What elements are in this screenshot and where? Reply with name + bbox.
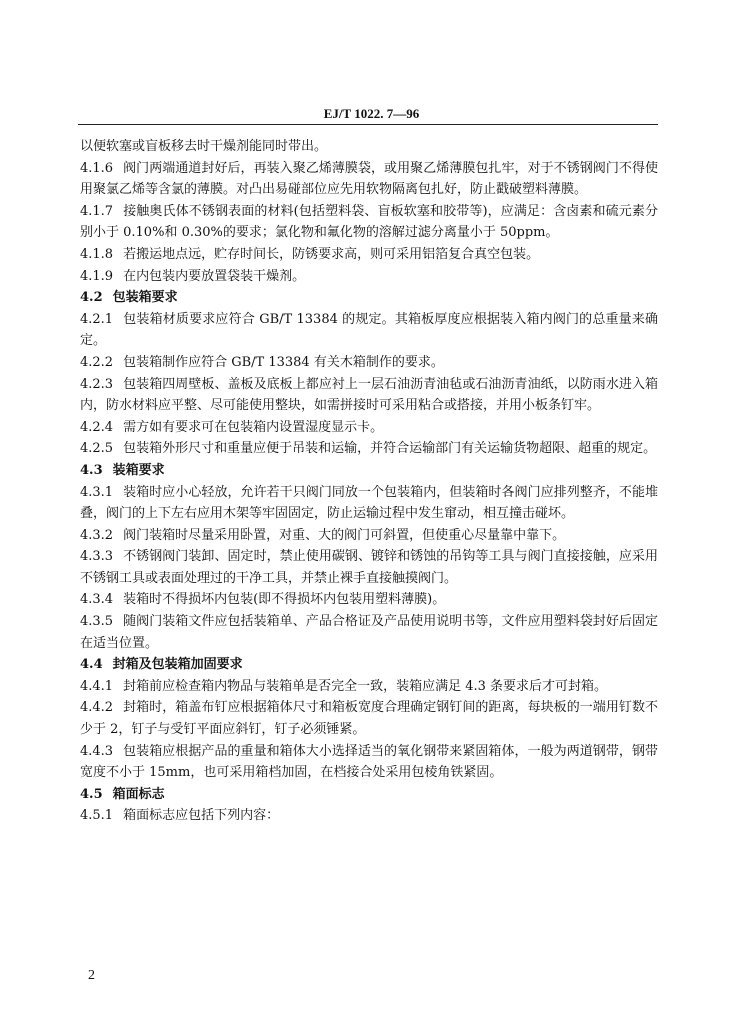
clause-text: 随阀门装箱文件应包括装箱单、产品合格证及产品使用说明书等，文件应用塑料袋封好后固定在适当位置。 [80,614,658,651]
clause-number: 4.1.6 [80,160,114,176]
document-body [80,136,658,827]
clause-text: 封箱时，箱盖布钉应根据箱体尺寸和箱板宽度合理确定钢钉间的距离，每块板的一端用钉数不少于 2，钉子与受钉平面应斜钉，钉子必须锤紧。 [80,700,658,738]
clause-paragraph [80,438,658,460]
clause-paragraph [80,158,658,201]
clause-number: 4.3.5 [80,614,114,630]
clause-paragraph [80,589,658,611]
clause-text: 阀门装箱时尽量采用卧置，对重、大的阀门可斜置，但使重心尽量靠中靠下。 [123,527,566,543]
clause-text: 以便软塞或盲板移去时干燥剂能同时带出。 [80,139,328,154]
clause-paragraph [80,374,658,417]
clause-text: 装箱要求 [112,462,165,478]
clause-text: 箱面标志应包括下列内容： [123,808,280,824]
clause-number: 4.4.3 [80,743,114,759]
clause-number: 4.5 [80,786,103,802]
clause-text: 包装箱四周壁板、盖板及底板上都应衬上一层石油沥青油毡或石油沥青油纸，以防雨水进入箱内，防水材料应平整、尽可能使用整块，如需拼接时可采用粘合或搭接，并用小板条钉牢。 [80,376,658,414]
clause-number: 4.2.4 [80,419,114,435]
clause-paragraph [80,525,658,547]
clause-number: 4.4.2 [80,700,114,716]
clause-paragraph [80,244,658,266]
clause-paragraph [80,417,658,439]
section-heading [80,460,658,482]
clause-text: 装箱时应小心轻放，允许若干只阀门同放一个包装箱内，但装箱时各阀门应排列整齐，不能堆叠，阀门的上下左右应用木架等牢固固定，防止运输过程中发生窜动，相互撞击碰坏。 [80,484,658,522]
clause-paragraph [80,741,658,784]
clause-text: 在内包装内要放置袋装干燥剂。 [123,268,306,284]
document-code-header: EJ/T 1022. 7—96 [323,106,420,121]
clause-number: 4.2.5 [80,441,114,457]
clause-number: 4.3.3 [80,549,114,565]
clause-text: 包装箱制作应符合 GB/T 13384 有关木箱制作的要求。 [123,354,444,370]
clause-paragraph [80,309,658,352]
clause-number: 4.1.8 [80,246,114,262]
section-heading [80,654,658,676]
clause-paragraph [80,136,658,158]
clause-number: 4.3.1 [80,484,114,500]
clause-text: 装箱时不得损坏内包装(即不得损坏内包装用塑料薄膜)。 [123,592,446,608]
clause-paragraph [80,201,658,244]
clause-paragraph [80,697,658,740]
clause-number: 4.2 [80,290,103,306]
clause-number: 4.1.7 [80,203,114,219]
section-heading [80,784,658,806]
clause-paragraph [80,546,658,589]
header-rule [78,124,658,125]
clause-number: 4.2.3 [80,376,114,392]
clause-text: 包装箱要求 [112,290,178,306]
clause-paragraph [80,676,658,698]
clause-number: 4.3.2 [80,527,114,543]
clause-text: 阀门两端通道封好后，再装入聚乙烯薄膜袋，或用聚乙烯薄膜包扎牢，对于不锈钢阀门不得使用聚氯乙烯等含氯的薄膜。对凸出易碰部位应先用软物隔离包扎好，防止戳破塑料薄膜。 [80,160,658,198]
clause-number: 4.3.4 [80,592,114,608]
clause-number: 4.4.1 [80,678,114,694]
clause-text: 若搬运地点远，贮存时间长，防锈要求高，则可采用铝箔复合真空包装。 [123,246,540,262]
clause-text: 封箱及包装箱加固要求 [112,657,243,673]
clause-number: 4.4 [80,657,103,673]
clause-number: 4.2.2 [80,354,114,370]
clause-text: 封箱前应检查箱内物品与装箱单是否完全一致，装箱应满足 4.3 条要求后才可封箱。 [123,678,608,694]
clause-text: 包装箱外形尺寸和重量应便于吊装和运输，并符合运输部门有关运输货物超限、超重的规定。 [123,441,657,457]
clause-paragraph [80,805,658,827]
clause-text: 不锈钢阀门装卸、固定时，禁止使用碳钢、镀锌和锈蚀的吊钩等工具与阀门直接接触，应采用不锈钢工具或表面处理过的干净工具，并禁止裸手直接触摸阀门。 [80,549,658,586]
section-heading [80,287,658,309]
clause-text: 包装箱材质要求应符合 GB/T 13384 的规定。其箱板厚度应根据装入箱内阀门的总重量来确定。 [80,311,658,349]
clause-paragraph [80,482,658,525]
clause-number: 4.1.9 [80,268,114,284]
clause-number: 4.5.1 [80,808,114,824]
clause-paragraph [80,266,658,288]
clause-text: 接触奥氏体不锈钢表面的材料(包括塑料袋、盲板软塞和胶带等)，应满足：含卤素和硫元素分别小于 0.10%和 0.30%的要求；氯化物和氟化物的溶解过滤分离量小于 50ppm。 [80,203,658,241]
clause-paragraph [80,352,658,374]
clause-text: 箱面标志 [112,786,165,802]
page-number: 2 [88,968,95,983]
clause-paragraph [80,611,658,654]
clause-number: 4.2.1 [80,311,114,327]
clause-text: 包装箱应根据产品的重量和箱体大小选择适当的氧化钢带来紧固箱体，一般为两道钢带，钢带宽度不小于 15mm，也可采用箱档加固，在档接合处采用包棱角铁紧固。 [80,743,658,781]
clause-text: 需方如有要求可在包装箱内设置湿度显示卡。 [123,419,384,435]
clause-number: 4.3 [80,462,103,478]
